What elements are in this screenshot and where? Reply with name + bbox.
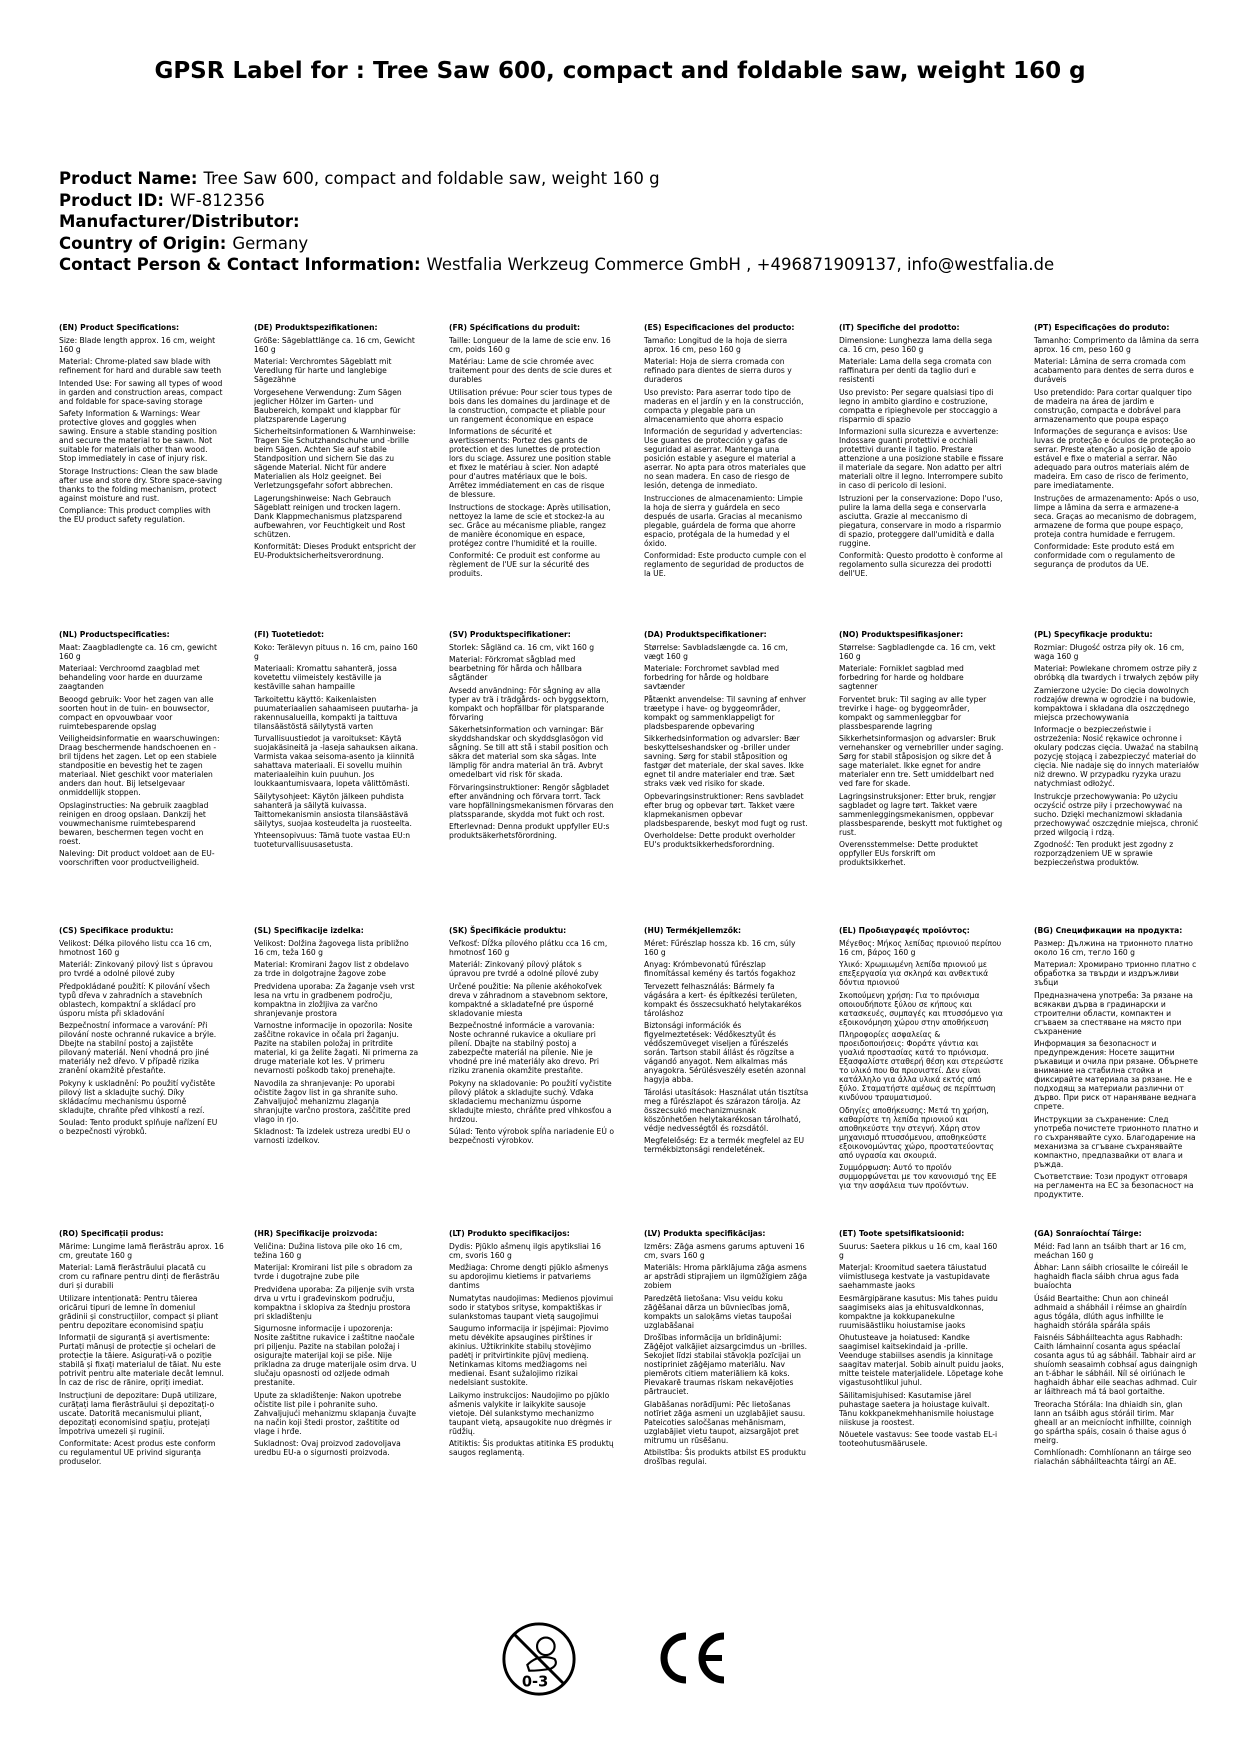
contact-label: Contact Person & Contact Information:	[59, 255, 421, 274]
language-paragraph: Megfelelőség: Ez a termék megfelel az EU termékbiztonsági rendeletének.	[644, 1136, 805, 1154]
language-paragraph: Rozmiar: Długość ostrza piły ok. 16 cm, waga 160 g	[1034, 642, 1185, 661]
language-paragraph: Safety Information & Warnings: Wear protective gloves and goggles when sawing. Ensure a stable standing position and secure the material to be sawn. Not suitable for materials other than wood. Stop immediately in case of injury risk.	[59, 409, 217, 463]
language-paragraph: Förvaringsinstruktioner: Rengör sågbladet efter användning och förvara torrt. Tack vare hopfällningsmekanismen förvaras den platssparande, skydda mot fukt och rost.	[449, 782, 614, 819]
language-paragraph: Material: Hoja de sierra cromada con refinado para dientes de sierra duros y duraderos	[644, 357, 792, 384]
age-warning-0-3-icon	[500, 1620, 578, 1698]
language-paragraph: Bezpečnostné informácie a varovania: Noste ochranné rukavice a okuliare pri pílení. Dbajte na stabilný postoj a zabezpečte materiál na pílenie. Nie je vhodné pre iné materiály ako drevo. Pri riziku zranenia okamžite prestaňte.	[449, 1021, 599, 1075]
language-paragraph: Eesmärgipärane kasutus: Mis tahes puidu saagimiseks aias ja ehitusvaldkonnas, kompaktne ja kokkupanekulne ruumisäästliku hoiustamise jaoks	[839, 1293, 998, 1330]
language-paragraph: Información de seguridad y advertencias: Use guantes de protección y gafas de seguridad al aserrar. Mantenga una posición estable y asegure el material a aserrar. No apta para otros materiales que no sean madera. En caso de riesgo de lesión, detenga de inmediato.	[644, 427, 806, 490]
language-paragraph: Ohutusteave ja hoiatused: Kandke saagimisel kaitsekindaid ja -prille. Veenduge stabiilses asendis ja kinnitage saagitav materjal. Sobib ainult puidu jaoks, mitte teistele materjalidele. Lõpetage kohe vigastusohtlikul juhul.	[839, 1333, 1004, 1387]
language-heading: (DE) Produktspezifikationen:	[254, 323, 378, 332]
country-label: Country of Origin:	[59, 233, 227, 253]
language-paragraph: Instruções de armazenamento: Após o uso, limpe a lâmina da serra e armazene-a seca. Graças ao mecanismo de dobragem, armazene de forma que poupe espaço, proteja contra humidade e ferrugem.	[1034, 493, 1199, 539]
language-block	[254, 323, 419, 564]
language-paragraph: Compliance: This product complies with the EU product safety regulation.	[59, 506, 211, 524]
language-paragraph: Lagerungshinweise: Nach Gebrauch Sägeblatt reinigen und trocken lagern. Dank Klappmechanismus platzsparend aufbewahren, vor Feuchtigkeit und Rost schützen.	[254, 493, 406, 539]
language-block	[449, 1229, 614, 1461]
language-paragraph: Materiál: Zinkovaný pílový plátok s úpravou pre tvrdé a odolné pílové zuby	[449, 960, 599, 978]
product-name-label: Product Name:	[59, 169, 198, 188]
language-block	[59, 323, 224, 528]
language-paragraph: Utilizare intenționată: Pentru tăierea oricărui tipuri de lemne în domeniul grădinii și construcțiilor, compact și pliant pentru depozitare economisind spațiu	[59, 1293, 219, 1330]
language-paragraph: Materiāls: Hroma pārklājuma zāģa asmens ar apstrādi stiprajiem un ilgmūžīgiem zāģa zobiem	[644, 1263, 807, 1290]
language-paragraph: Turvallisuustiedot ja varoitukset: Käytä suojakäsineitä ja -laseja sahauksen aikana. Varmista vakaa seisoma-asento ja kiinnitä sahattava materiaali. Ei sovellu muihin materiaaleihin kuin puuhun. Jos loukkaantumisvaara, lopeta välittömästi.	[254, 734, 418, 788]
language-paragraph: Informazioni sulla sicurezza e avvertenze: Indossare guanti protettivi e occhiali protettivi durante il taglio. Prestare attenzione a una posizione stabile e fissare il materiale da segare. Non adatto per altri materiali oltre il legno. Interrompere subito in caso di pericolo di lesioni.	[839, 427, 1004, 490]
language-block	[1034, 323, 1199, 573]
language-block	[59, 1229, 224, 1470]
language-paragraph: Opbevaringsinstruktioner: Rens savbladet efter brug og opbevar tørt. Takket være klapmekanismen opbevar pladsbesparende, beskyt mod fugt og rust.	[644, 791, 808, 828]
language-paragraph: Paredzētā lietošana: Visu veidu koku zāģēšanai dārza un būvniecības jomā, kompakts un saloķāms vietas taupošai uzglabāšanai	[644, 1293, 792, 1330]
language-paragraph: Istruzioni per la conservazione: Dopo l'uso, pulire la lama della sega e conservarla asciutta. Grazie al meccanismo di piegatura, conservare in modo a risparmio di spazio, proteggere dall'umidità e dalla ruggine.	[839, 493, 1003, 548]
language-paragraph: Instructions de stockage: Après utilisation, nettoyez la lame de scie et stockez-la au sec. Grâce au mécanisme pliable, rangez de manière économique en espace, protégez contre l'humidité et la rouille.	[449, 502, 611, 548]
language-paragraph: Izmērs: Zāģa asmens garums aptuveni 16 cm, svars 160 g	[644, 1241, 805, 1260]
language-block	[1034, 1229, 1199, 1470]
language-paragraph: Pokyny na skladovanie: Po použití vyčistite pílový plátok a skladujte suchý. Vďaka skladaciemu mechanizmu úsporne skladujte miesto, chráňte pred vlhkosťou a hrdzou.	[449, 1078, 612, 1124]
country-row	[59, 233, 1199, 255]
language-paragraph: Съответствие: Този продукт отговаря на регламента на ЕС за безопасност на продуктите.	[1034, 1172, 1194, 1199]
language-paragraph: Materjal: Kroomitud saetera täiustatud viimistlusega kestvate ja vastupidavate saehammaste jaoks	[839, 1263, 990, 1290]
language-paragraph: Conformitate: Acest produs este conform cu regulamentul UE privind siguranța produselor.	[59, 1439, 216, 1466]
ce-mark-icon	[652, 1628, 732, 1688]
language-paragraph: Tárolási utasítások: Használat után tisztítsa meg a fűrészlapot és szárazon tárolja. Az összecsukó mechanizmusnak köszönhetően helytakarékosan tárolható, védje nedvességtől és rozsdától.	[644, 1087, 809, 1133]
language-paragraph: Suurus: Saetera pikkus u 16 cm, kaal 160 g	[839, 1241, 998, 1260]
language-paragraph: Größe: Sägeblattlänge ca. 16 cm, Gewicht 160 g	[254, 335, 415, 354]
language-paragraph: Naleving: Dit product voldoet aan de EU-voorschriften voor productveiligheid.	[59, 849, 215, 867]
language-paragraph: Conformidade: Este produto está em conformidade com o regulamento de segurança de produtos da UE.	[1034, 542, 1175, 569]
language-heading: (SL) Specifikacije izdelka:	[254, 926, 364, 935]
contact-value: Westfalia Werkzeug Commerce GmbH , +496871909137, info@westfalia.de	[426, 255, 1055, 274]
language-heading: (EL) Προδιαγραφές προϊόντος:	[839, 926, 970, 935]
language-paragraph: Veličina: Dužina listova pile oko 16 cm, težina 160 g	[254, 1241, 403, 1260]
language-paragraph: Utilisation prévue: Pour scier tous types de bois dans les domaines du jardinage et de la construction, compacte et pliable pour un rangement économique en espace	[449, 387, 613, 424]
language-heading: (CS) Specifikace produktu:	[59, 926, 174, 935]
language-block	[1034, 926, 1199, 1203]
language-paragraph: Påtænkt anvendelse: Til savning af enhver træetype i have- og byggeområder, kompakt og sammenklappeligt for pladsbesparende opbevaring	[644, 694, 807, 731]
language-paragraph: Предназначена употреба: За рязане на всякакви дърва в градинарски и строителни области, компактен и сгъваем за спестяване на място при съхранение	[1034, 990, 1193, 1036]
language-paragraph: Predviđena uporaba: Za piljenje svih vrsta drva u vrtu i građevinskom području, kompaktna i sklopiva za štednju prostora pri skladištenju	[254, 1284, 415, 1321]
language-paragraph: Treoracha Stórála: Ina dhiaidh sin, glan lann an tsáibh agus stóráil tirim. Mar gheall ar an meicníocht infhillte, coinnigh go spártha spáis, cosain ó thaise agus ó meirg.	[1034, 1399, 1192, 1445]
language-block	[59, 630, 224, 871]
language-paragraph: Anyag: Krómbevonatú fűrészlap finomítással kemény és tartós fogakhoz	[644, 960, 796, 978]
language-paragraph: Overensstemmelse: Dette produktet oppfyller EUs forskrift om produktsikkerhet.	[839, 840, 978, 867]
language-heading: (EN) Product Specifications:	[59, 323, 180, 332]
language-paragraph: Συμμόρφωση: Αυτό το προϊόν συμμορφώνεται με τον κανονισμό της ΕΕ για την ασφάλεια των προϊόντων.	[839, 1163, 997, 1190]
age-range-label: 0-3	[521, 1673, 549, 1691]
product-id-row	[59, 190, 1199, 212]
language-heading: (NO) Produktspesifikasjoner:	[839, 630, 964, 639]
language-paragraph: Numatytas naudojimas: Medienos pjovimui sodo ir statybos srityse, kompaktiškas ir sulankstomas taupant vietą saugojimui	[449, 1293, 614, 1321]
language-paragraph: Biztonsági információk és figyelmeztetések: Védőkesztyűt és védőszemüveget viseljen a fűrészelés során. Tartson stabil állást és rögzítse a vágandó anyagot. Nem alkalmas más anyagokra. Sérülésveszély esetén azonnal hagyja abba.	[644, 1021, 806, 1084]
language-paragraph: Størrelse: Savbladslængde ca. 16 cm, vægt 160 g	[644, 642, 788, 661]
language-paragraph: Pokyny k uskladnění: Po použití vyčistěte pilový list a skladujte suchý. Díky skládacímu mechanismu úsporně skladujte, chraňte před vlhkostí a rezí.	[59, 1078, 216, 1115]
language-paragraph: Opslaginstructies: Na gebruik zaagblad reinigen en droog opslaan. Dankzij het vouwmechanisme ruimtebesparend bewaren, beschermen tegen vocht en roest.	[59, 800, 209, 846]
language-paragraph: Súlad: Tento výrobok spĺňa nariadenie EÚ o bezpečnosti výrobkov.	[449, 1127, 614, 1145]
language-paragraph: Konformität: Dieses Produkt entspricht der EU-Produktsicherheitsverordnung.	[254, 542, 417, 560]
language-heading: (SV) Produktspecifikationer:	[449, 630, 571, 639]
manufacturer-label: Manufacturer/Distributor:	[59, 212, 300, 231]
language-paragraph: Predvidena uporaba: Za žaganje vseh vrst lesa na vrtu in gradbenem področju, kompaktna in zložljiva za varčno shranjevanje prostora	[254, 981, 415, 1018]
language-paragraph: Atitiktis: Šis produktas atitinka ES produktų saugos reglamentą.	[449, 1439, 614, 1457]
language-block	[254, 1229, 419, 1461]
language-paragraph: Skladnost: Ta izdelek ustreza uredbi EU o varnosti izdelkov.	[254, 1127, 411, 1145]
language-paragraph: Tamanho: Comprimento da lâmina da serra aprox. 16 cm, peso 160 g	[1034, 335, 1199, 354]
language-block	[449, 630, 614, 844]
language-paragraph: Информация за безопасност и предупреждения: Носете защитни ръкавици и очила при рязане. Обърнете внимание на стабилна стойка и фиксирайте материала за рязане. Не е подходящ за материали различни от дърво. При риск от нараняване веднага спрете.	[1034, 1039, 1198, 1111]
language-block	[644, 1229, 809, 1470]
language-paragraph: Sikkerhedsinformation og advarsler: Bær beskyttelseshandsker og -briller under savning. Sørg for stabil ståposition og fastgør det materiale, der skal saves. Ikke egnet til andre materialer end træ. Sæt straks væk ved risiko for skade.	[644, 734, 804, 788]
language-paragraph: Méid: Fad lann an tsáibh thart ar 16 cm, meáchan 160 g	[1034, 1241, 1187, 1260]
language-paragraph: Matériau: Lame de scie chromée avec traitement pour des dents de scie dures et durables	[449, 357, 612, 384]
language-block	[644, 630, 809, 853]
language-heading: (FR) Spécifications du produit:	[449, 323, 581, 332]
language-paragraph: Sicherheitsinformationen & Warnhinweise: Tragen Sie Schutzhandschuhe und -brille beim Sägen. Achten Sie auf stabile Standposition und sichern Sie das zu sägende Material. Nicht für andere Materialien als Holz geeignet. Bei Verletzungsgefahr sofort abbrechen.	[254, 427, 416, 490]
language-paragraph: Nõuetele vastavus: See toode vastab EL-i tooteohutusmäärusele.	[839, 1430, 998, 1448]
language-heading: (BG) Спецификации на продукта:	[1034, 926, 1183, 935]
language-paragraph: Maat: Zaagbladlengte ca. 16 cm, gewicht 160 g	[59, 642, 217, 661]
language-block	[449, 323, 614, 582]
language-heading: (LT) Produkto specifikacijos:	[449, 1229, 570, 1238]
language-paragraph: Uso previsto: Per segare qualsiasi tipo di legno in ambito giardino e costruzione, compatta e ripieghevole per stoccaggio a risparmio di spazio	[839, 387, 998, 424]
language-paragraph: Veľkosť: Dĺžka pílového plátku cca 16 cm, hmotnosť 160 g	[449, 938, 608, 957]
language-paragraph: Materiaali: Kromattu sahanterä, jossa kovetettu viimeistely kestäville ja kestäville sahan hampaille	[254, 664, 397, 691]
language-paragraph: Lagringsinstruksjoner: Etter bruk, rengjør sagbladet og lagre tørt. Takket være sammenleggingsmekanismen, oppbevar plassbesparende, beskytt mot fuktighet og rust.	[839, 791, 1003, 837]
language-paragraph: Materiał: Powlekane chromem ostrze piły z obróbką dla twardych i trwałych zębów piły	[1034, 664, 1199, 682]
language-paragraph: Zamierzone użycie: Do cięcia dowolnych rodzajów drewna w ogrodzie i na budowie, kompaktowa i składana dla oszczędnego miejsca przechowywania	[1034, 685, 1196, 722]
language-paragraph: Koko: Terälevyn pituus n. 16 cm, paino 160 g	[254, 642, 418, 661]
language-paragraph: Material: Lâmina de serra cromada com acabamento para dentes de serra duros e duráveis	[1034, 357, 1194, 384]
language-paragraph: Conformidad: Este producto cumple con el reglamento de seguridad de productos de la UE.	[644, 551, 807, 578]
language-block	[254, 926, 419, 1149]
language-paragraph: Säkerhetsinformation och varningar: Bär skyddshandskar och skyddsglasögon vid sågning. Se till att stå i stabil position och säkra det material som ska sågas. Inte lämplig för andra material än trä. Avbryt omedelbart vid risk för skada.	[449, 725, 609, 779]
language-heading: (GA) Sonraíochtaí Táirge:	[1034, 1229, 1142, 1238]
language-paragraph: Material: Förkromat sågblad med bearbetning för hårda och hållbara sågtänder	[449, 655, 582, 682]
language-block	[1034, 630, 1199, 871]
language-paragraph: Avsedd användning: För sågning av alla typer av trä i trädgårds- och byggsektorn, kompakt och hopfällbar för platsparande förvaring	[449, 685, 609, 722]
language-paragraph: Medžiaga: Chrome dengti pjūklo ašmenys su apdorojimu kietiems ir patvariems dantims	[449, 1263, 609, 1290]
language-paragraph: Taille: Longueur de la lame de scie env. 16 cm, poids 160 g	[449, 335, 611, 354]
language-paragraph: Saugumo informacija ir įspėjimai: Pjovimo metu dėvėkite apsaugines pirštines ir akinius. Užtikrinkite stabilų stovėjimo padėtį ir pritvirtinkite pjūvį medieną. Netinkamas kitoms medžiagoms nei medienai. Esant sužalojimo rizikai nedelsiant sustokite.	[449, 1324, 609, 1387]
language-paragraph: Upute za skladištenje: Nakon upotrebe očistite list pile i pohranite suho. Zahvaljujući mehanizmu sklapanja čuvajte na način koji štedi prostor, zaštitite od vlage i hrđe.	[254, 1390, 417, 1436]
compliance-icons	[500, 1620, 740, 1730]
product-name-row	[59, 168, 1199, 190]
language-paragraph: Atbilstība: Šis produkts atbilst ES produktu drošības regulai.	[644, 1448, 806, 1466]
language-paragraph: Οδηγίες αποθήκευσης: Μετά τη χρήση, καθαρίστε τη λεπίδα πριονιού και αποθηκεύστε την στεγνή. Χάρη στον μηχανισμό πτυσσόμενου, αποθηκεύστε εξοικονομώντας χώρο, προστατεύοντας από υγρασία και σκουριά.	[839, 1105, 994, 1160]
language-heading: (PT) Especificações do produto:	[1034, 323, 1170, 332]
language-paragraph: Drošības informācija un brīdinājumi: Zāģējot valkājiet aizsargcimdus un -brilles. Sekojiet līdzi stabilai stāvokļa pozīcijai un nostipriniet zāģējamo materiālu. Nav piemērots citiem materiāliem kā koks. Pievakarē traumas riskam nekavējoties pārtrauciet.	[644, 1333, 808, 1396]
page-title: GPSR Label for : Tree Saw 600, compact and foldable saw, weight 160 g	[154, 58, 1086, 84]
language-heading: (SK) Špecifikácie produktu:	[449, 926, 567, 935]
language-paragraph: Размер: Дължина на трионното платно около 16 cm, тегло 160 g	[1034, 938, 1193, 957]
language-paragraph: Material: Chrome-plated saw blade with refinement for hard and durable saw teeth	[59, 357, 222, 375]
language-paragraph: Zgodność: Ten produkt jest zgodny z rozporządzeniem UE w sprawie bezpieczeństwa produktów.	[1034, 840, 1174, 867]
language-paragraph: Intended Use: For sawing all types of wood in garden and construction areas, compact and foldable for space-saving storage	[59, 378, 223, 406]
language-paragraph: Material: Lamă fierăstrăului placată cu crom cu rafinare pentru dinți de fierăstrău duri și durabili	[59, 1263, 220, 1290]
language-paragraph: Určené použitie: Na pílenie akéhokoľvek dreva v záhradnom a stavebnom sektore, kompaktné a skladateľné pre úsporné skladovanie miesta	[449, 981, 608, 1018]
language-paragraph: Glabāšanas norādījumi: Pēc lietošanas notīriet zāģa asmeni un uzglabājiet sausu. Pateicoties saloc̆šanas mehānismam, uzglabājiet vietu taupot, aizsargājot pret mitrumu un rūsēšanu.	[644, 1399, 806, 1445]
language-block	[839, 323, 1004, 582]
language-paragraph: Beoogd gebruik: Voor het zagen van alle soorten hout in de tuin- en bouwsector, compact en opvouwbaar voor ruimtebesparende opslag	[59, 694, 214, 731]
language-paragraph: Varnostne informacije in opozorila: Nosite zaščitne rokavice in očala pri žaganju. Pazite na stabilen položaj in pritrdite material, ki ga želite žagati. Ni primerna za druge materiale kot les. V primeru nevarnosti poškodb takoj prenehajte.	[254, 1021, 419, 1075]
language-heading: (HR) Specifikacije proizvoda:	[254, 1229, 378, 1238]
language-block	[839, 630, 1004, 871]
language-block	[839, 1229, 1004, 1452]
language-paragraph: Sukladnost: Ovaj proizvod zadovoljava uredbu EU-a o sigurnosti proizvoda.	[254, 1439, 401, 1457]
language-paragraph: Storlek: Sågländ ca. 16 cm, vikt 160 g	[449, 642, 595, 652]
language-paragraph: Υλικό: Χρωμιωμένη λεπίδα πριονιού με επεξεργασία για σκληρά και ανθεκτικά δόντια πριονιού	[839, 960, 989, 987]
language-paragraph: Velikost: Dolžina žagovega lista približno 16 cm, teža 160 g	[254, 938, 409, 957]
language-paragraph: Laikymo instrukcijos: Naudojimo po pjūklo ašmenis valykite ir laikykite sausoje vietoje. Dėl sulankstymo mechanizmo taupant vietą, apsaugokite nuo drėgmės ir rūdžių.	[449, 1390, 612, 1436]
language-paragraph: Yhteensopivuus: Tämä tuote vastaa EU:n tuoteturvallisuusasetusta.	[254, 831, 411, 849]
language-paragraph: Sikkerhetsinformasjon og advarsler: Bruk vernehansker og vernebriller under saging. Sørg for stabil ståposisjon og sikre det å sage materialet. Ikke egnet for andre materialer enn tre. Sett umiddelbart ned ved fare for skade.	[839, 734, 1004, 788]
language-paragraph: Σκοπούμενη χρήση: Για το πριόνισμα οποιουδήποτε ξύλου σε κήπους και κατασκευές, συμπαγές και πτυσσόμενο για εξοικονόμηση χώρου στην αποθήκευση	[839, 990, 1003, 1027]
language-paragraph: Informations de sécurité et avertissements: Portez des gants de protection et des lunettes de protection lors du sciage. Assurez une position stable et fixez le matériau à scier. Non adapté pour d'autres matériaux que le bois. Arrêtez immédiatement en cas de risque de blessure.	[449, 427, 611, 499]
language-paragraph: Dimensione: Lunghezza lama della sega ca. 16 cm, peso 160 g	[839, 335, 993, 354]
language-block	[644, 926, 809, 1158]
language-heading: (NL) Productspecificaties:	[59, 630, 170, 639]
language-paragraph: Uso previsto: Para aserrar todo tipo de maderas en el jardín y en la construcción, compacta y plegable para un almacenamiento que ahorra espacio	[644, 387, 804, 424]
language-paragraph: Faisnéis Sábháilteachta agus Rabhadh: Caith lámhainní cosanta agus spéaclaí cosanta agus tú ag sábháil. Tabhair aird ar shuíomh seasaimh cobhsaí agus daingnigh an t-ábhar le sábháil. Níl sé oiriúnach le haghaidh ábhar eile seachas adhmad. Cuir ar láithreach má tá baol gortaithe.	[1034, 1333, 1198, 1396]
language-paragraph: Tervezett felhasználás: Bármely fa vágására a kert- és építkezési területen, kompakt és összecsukható helytakarékos tároláshoz	[644, 981, 802, 1018]
language-paragraph: Tamaño: Longitud de la hoja de sierra aprox. 16 cm, peso 160 g	[644, 335, 788, 354]
language-paragraph: Forventet bruk: Til saging av alle typer trevirke i hage- og byggeområder, kompakt og sammenleggbar for plassbesparende lagring	[839, 694, 987, 731]
contact-row	[59, 254, 1199, 276]
language-paragraph: Tarkoitettu käyttö: Kaikenlaisten puumateriaalien sahaamiseen puutarha- ja rakennusalueilla, kompakti ja taittuva tilansäästöstä säilytystä varten	[254, 694, 419, 731]
language-paragraph: Instrukcje przechowywania: Po użyciu oczyścić ostrze piły i przechowywać na sucho. Dzięki mechanizmowi składania przechowywać oszczędnie miejsca, chronić przed wilgocią i rdzą.	[1034, 791, 1199, 837]
language-heading: (PL) Specyfikacje produktu:	[1034, 630, 1153, 639]
language-paragraph: Materiale: Forchromet savblad med forbedring for hårde og holdbare savtænder	[644, 664, 780, 691]
product-id-label: Product ID:	[59, 190, 164, 210]
language-paragraph: Instrucțiuni de depozitare: După utilizare, curățați lama fierăstrăului și depozitați-o uscate. Datorită mecanismului pliant, depozitați economisind spațiu, protejați împotriva umezeli și ruginii.	[59, 1390, 217, 1436]
language-paragraph: Uso pretendido: Para cortar qualquer tipo de madeira na área de jardim e construção, compacta e dobrável para armazenamento que poupa espaço	[1034, 387, 1192, 424]
product-id-value: WF-812356	[169, 190, 265, 210]
country-value: Germany	[232, 233, 309, 253]
language-heading: (HU) Termékjellemzők:	[644, 926, 742, 935]
language-heading: (ES) Especificaciones del producto:	[644, 323, 795, 332]
language-paragraph: Materiál: Zinkovaný pilový list s úpravou pro tvrdé a odolné pilové zuby	[59, 960, 213, 978]
language-paragraph: Material: Verchromtes Sägeblatt mit Veredlung für harte und langlebige Sägezähne	[254, 357, 392, 384]
language-paragraph: Úsáid Beartaithe: Chun aon chineál adhmaid a shábháil i réimse an ghairdín agus tógála, dlúth agus infhillte le haghaidh stórála spárála spáis	[1034, 1293, 1187, 1330]
language-heading: (LV) Produkta specifikācijas:	[644, 1229, 766, 1238]
language-paragraph: Säilitamisjuhised: Kasutamise järel puhastage saetera ja hoiustage kuivalt. Tänu kokkpanekmehhanismile hoiustage niiskuse ja roostest.	[839, 1390, 994, 1427]
language-paragraph: Μέγεθος: Μήκος λεπίδας πριονιού περίπου 16 cm, βάρος 160 g	[839, 938, 1002, 957]
language-heading: (DA) Produktspecifikationer:	[644, 630, 767, 639]
language-block	[839, 926, 1004, 1194]
language-block	[254, 630, 419, 853]
language-heading: (ET) Toote spetsifikatsioonid:	[839, 1229, 965, 1238]
language-paragraph: Bezpečnostní informace a varování: Při pilování noste ochranné rukavice a brýle. Dbejte na stabilní postoj a zajistěte pilovaný materiál. Není vhodná pro jiné materiály než dřevo. V případě rizika zranění okamžitě přestaňte.	[59, 1021, 217, 1075]
language-paragraph: Storage Instructions: Clean the saw blade after use and store dry. Store space-saving thanks to the folding mechanism, protect against moisture and rust.	[59, 466, 223, 503]
language-heading: (FI) Tuotetiedot:	[254, 630, 325, 639]
language-paragraph: Størrelse: Sagbladlengde ca. 16 cm, vekt 160 g	[839, 642, 996, 661]
language-paragraph: Materiale: Forniklet sagblad med forbedring for harde og holdbare sagtenner	[839, 664, 964, 691]
language-paragraph: Sigurnosne informacije i upozorenja: Nosite zaštitne rukavice i zaštitne naočale pri piljenju. Pazite na stabilan položaj i osigurajte materijal koji se piše. Nije prikladna za druge materijale osim drva. U slučaju opasnosti od ozljede odmah prestanite.	[254, 1324, 417, 1387]
language-paragraph: Dydis: Pjūklo ašmenų ilgis apytiksliai 16 cm, svoris 160 g	[449, 1241, 601, 1260]
language-heading: (RO) Specificații produs:	[59, 1229, 164, 1238]
language-paragraph: Informacje o bezpieczeństwie i ostrzeżenia: Nosić rękawice ochronne i okulary podczas cięcia. Uważać na stabilną pozycję stojącą i zabezpieczyć materiał do cięcia. Nie nadaje się do innych materiałów niż drewno. W przypadku ryzyka urazu natychmiast odłożyć.	[1034, 725, 1199, 788]
language-paragraph: Informações de segurança e avisos: Use luvas de proteção e óculos de proteção ao serrar. Preste atenção a posição de apoio estável e fixe o material a serrar. Não adequado para outros materiais além de madeira. Em caso de risco de ferimento, pare imediatamente.	[1034, 427, 1196, 490]
language-paragraph: Efterlevnad: Denna produkt uppfyller EU:s produktsäkerhetsförordning.	[449, 822, 610, 840]
language-paragraph: Navodila za shranjevanje: Po uporabi očistite žagov list in ga shranite suho. Zahvaljujoč mehanizmu zlaganja shranjujte varčno prostora, zaščitite pred vlago in rjo.	[254, 1078, 411, 1124]
language-paragraph: Materijal: Kromirani list pile s obradom za tvrde i dugotrajne zube pile	[254, 1263, 413, 1281]
language-paragraph: Size: Blade length approx. 16 cm, weight 160 g	[59, 335, 216, 354]
language-paragraph: Material: Kromirani žagov list z obdelavo za trde in dolgotrajne žagove zobe	[254, 960, 409, 978]
language-paragraph: Méret: Fűrészlap hossza kb. 16 cm, súly 160 g	[644, 938, 796, 957]
language-paragraph: Ábhar: Lann sáibh criosailte le cóireáil le haghaidh fiacla sáibh chrua agus fada buaíochta	[1034, 1263, 1188, 1290]
language-paragraph: Informații de siguranță și avertismente: Purtați mănuși de protecție și ochelari de protecție la tăiere. Asigurați-vă o poziție stabilă și fixați materialul de tăiat. Nu este potrivit pentru alte materiale decât lemnul. În caz de risc de rănire, opriți imediat.	[59, 1333, 224, 1387]
language-paragraph: Conformité: Ce produit est conforme au règlement de l'UE sur la sécurité des produits.	[449, 551, 601, 578]
language-paragraph: Instrucciones de almacenamiento: Limpie la hoja de sierra y guárdela en seco después de usarla. Gracias al mecanismo plegable, guárdela de forma que ahorre espacio, protégala de la humedad y el óxido.	[644, 493, 803, 548]
language-block	[644, 323, 809, 582]
language-paragraph: Overholdelse: Dette produkt overholder EU's produktsikkerhedsforordning.	[644, 831, 796, 849]
language-paragraph: Comhlíonadh: Comhlíonann an táirge seo rialachán sábháilteachta táirgí an AE.	[1034, 1448, 1192, 1466]
language-paragraph: Předpokládané použití: K pilování všech typů dřeva v zahradních a stavebních oblastech, kompaktní a skládací pro úsporu místa při skladování	[59, 981, 210, 1018]
language-paragraph: Materiale: Lama della sega cromata con raffinatura per denti da taglio duri e resistenti	[839, 357, 992, 384]
language-paragraph: Veiligheidsinformatie en waarschuwingen: Draag beschermende handschoenen en -bril tijdens het zagen. Let op een stabiele standpositie en bevestig het te zagen materiaal. Niet geschikt voor materialen anders dan hout. Bij letselgevaar onmiddellijk stoppen.	[59, 734, 220, 797]
language-paragraph: Vorgesehene Verwendung: Zum Sägen jeglicher Hölzer im Garten- und Baubereich, kompakt und klappbar für platzsparende Lagerung	[254, 387, 402, 424]
language-heading: (IT) Specifiche del prodotto:	[839, 323, 960, 332]
language-paragraph: Материал: Хромирано трионно платно с обработка за твърди и издръжливи зъбци	[1034, 960, 1197, 987]
manufacturer-row	[59, 211, 1199, 233]
language-paragraph: Инструкции за съхранение: След употреба почистете трионното платно и го съхранявайте сухо. Благодарение на механизма за сгъване съхранявайте компактно, предпазвайки от влага и ръжда.	[1034, 1114, 1199, 1169]
language-paragraph: Säilytysohjeet: Käytön jälkeen puhdista sahanterä ja säilytä kuivassa. Taittomekanismin ansiosta tilansäästävä säilytys, suojaa kosteudelta ja ruosteelta.	[254, 791, 412, 828]
language-paragraph: Conformità: Questo prodotto è conforme al regolamento sulla sicurezza dei prodotti dell'UE.	[839, 551, 1003, 578]
product-info	[59, 168, 1199, 276]
language-paragraph: Πληροφορίες ασφαλείας & προειδοποιήσεις: Φοράτε γάντια και γυαλιά προστασίας κατά το πριόνισμα. Εξασφαλίστε σταθερή θέση και στερεώστε το υλικό που θα πριονιστεί. Δεν είναι κατάλληλο για άλλα υλικά εκτός από ξύλο. Σταματήστε αμέσως σε περίπτωση κινδύνου τραυματισμού.	[839, 1030, 1004, 1102]
language-paragraph: Velikost: Délka pilového listu cca 16 cm, hmotnost 160 g	[59, 938, 212, 957]
language-block	[449, 926, 614, 1149]
language-block	[59, 926, 224, 1140]
product-name-value: Tree Saw 600, compact and foldable saw, weight 160 g	[203, 169, 660, 188]
language-paragraph: Mărime: Lungime lamă fierăstrău aprox. 16 cm, greutate 160 g	[59, 1241, 224, 1260]
language-paragraph: Materiaal: Verchroomd zaagblad met behandeling voor harde en duurzame zaagtanden	[59, 664, 203, 691]
language-paragraph: Soulad: Tento produkt splňuje nařízení EU o bezpečnosti výrobků.	[59, 1118, 218, 1136]
